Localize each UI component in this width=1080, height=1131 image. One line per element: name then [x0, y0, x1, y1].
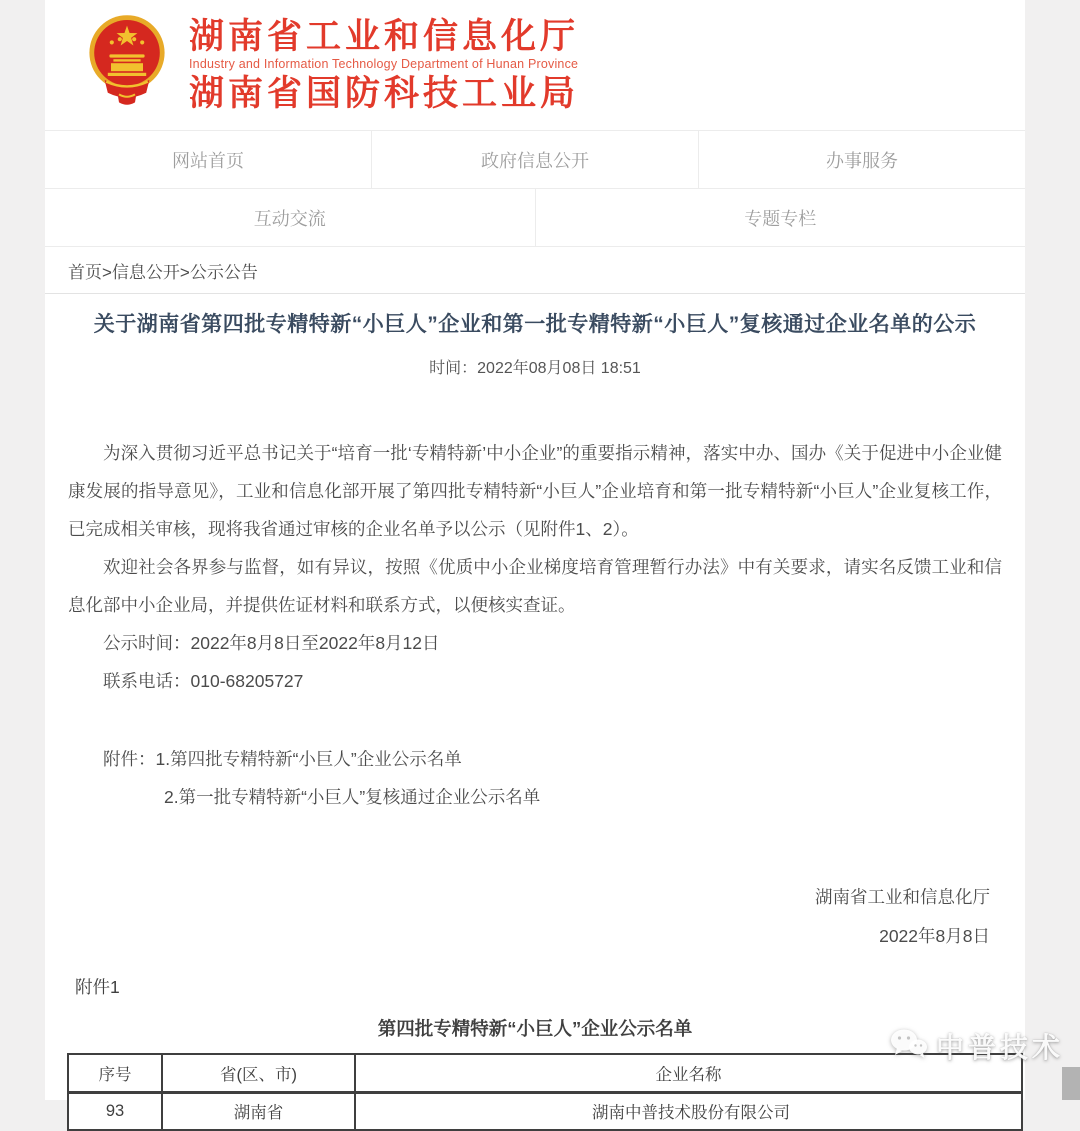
article	[45, 308, 1025, 956]
cell-index: 93	[68, 1092, 162, 1130]
attachment-1: 附件：1.第四批专精特新“小巨人”企业公示名单	[103, 749, 462, 769]
company-roster-table	[67, 1053, 1023, 1131]
nav-item-special-topics[interactable]: 专题专栏	[536, 189, 1026, 247]
table-header-row	[68, 1054, 1022, 1092]
article-title: 关于湖南省第四批专精特新“小巨人”企业和第一批专精特新“小巨人”复核通过企业名单的公示	[93, 313, 977, 336]
org-name-cn-1: 湖南省工业和信息化厅	[189, 17, 580, 57]
appendix-label: 附件1	[75, 977, 120, 997]
nav-item-interaction[interactable]: 互动交流	[45, 189, 536, 247]
contact-phone: 联系电话：010-68205727	[103, 671, 304, 691]
signature-block	[68, 878, 1002, 956]
table-row	[68, 1092, 1022, 1130]
watermark-text: 中普技术	[936, 1032, 1065, 1063]
main-nav	[45, 130, 1025, 247]
attachment-2: 2.第一批专精特新“小巨人”复核通过企业公示名单	[164, 787, 541, 807]
paragraph-2: 欢迎社会各界参与监督，如有异议，按照《优质中小企业梯度培育管理暂行办法》中有关要求，请实名反馈工业和信息化部中小企业局，并提供佐证材料和联系方式，以便核实查证。	[68, 557, 1002, 615]
article-timestamp: 时间：2022年08月08日 18:51	[429, 360, 641, 377]
publicity-period: 公示时间：2022年8月8日至2022年8月12日	[103, 633, 440, 653]
col-header-index: 序号	[68, 1054, 162, 1092]
appendix-table-title: 第四批专精特新“小巨人”企业公示名单	[377, 1018, 693, 1039]
appendix-1	[45, 974, 1025, 1131]
col-header-province: 省(区、市)	[162, 1054, 355, 1092]
page-content	[45, 0, 1025, 1123]
org-name-en: Industry and Information Technology Department of Hunan Province	[189, 57, 579, 72]
nav-item-gov-info[interactable]: 政府信息公开	[372, 131, 699, 189]
cell-province: 湖南省	[162, 1092, 355, 1130]
national-emblem-icon	[87, 10, 167, 121]
nav-item-services[interactable]: 办事服务	[699, 131, 1025, 189]
cell-company: 湖南中普技术股份有限公司	[355, 1092, 1022, 1130]
col-header-company: 企业名称	[355, 1054, 1022, 1092]
signature-date: 2022年8月8日	[879, 926, 990, 946]
scrollbar-thumb[interactable]	[1062, 1067, 1080, 1100]
paragraph-1: 为深入贯彻习近平总书记关于“培育一批‘专精特新’中小企业”的重要指示精神，落实中办、国办《关于促进中小企业健康发展的指导意见》，工业和信息化部开展了第四批专精特新“小巨人”企业培育和第一批专精特新“小巨人”企业复核工作，已完成相关审核，现将我省通过审核的企业名单予以公示（见附件1、2）。	[68, 443, 1002, 539]
site-logo[interactable]	[189, 19, 579, 111]
org-name-cn-2: 湖南省国防科技工业局	[189, 73, 580, 113]
site-header	[45, 0, 1025, 130]
breadcrumb[interactable]: 首页>信息公开>公示公告	[45, 247, 1025, 294]
signature-org: 湖南省工业和信息化厅	[815, 887, 990, 907]
nav-item-home[interactable]: 网站首页	[45, 131, 372, 189]
